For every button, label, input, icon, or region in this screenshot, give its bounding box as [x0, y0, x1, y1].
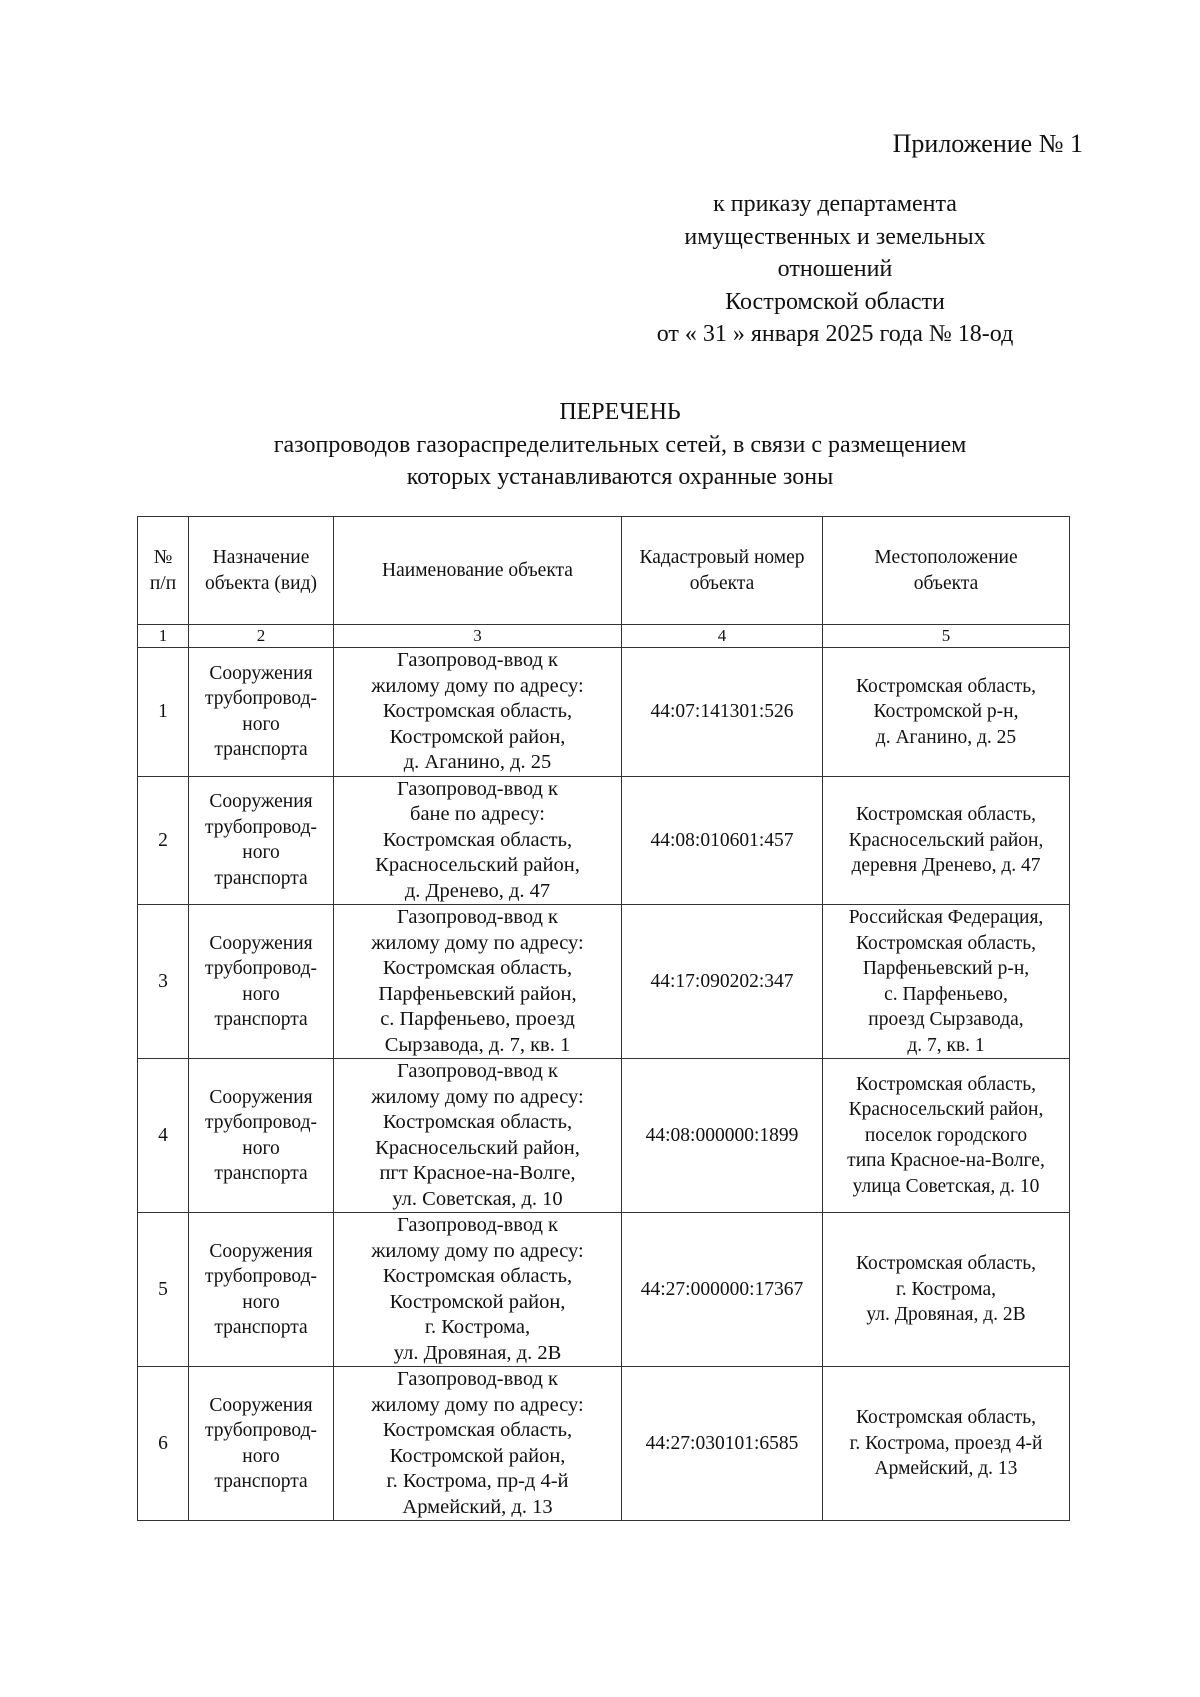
column-number: 4	[622, 625, 823, 648]
object-name-line: Костромская область,	[382, 700, 573, 722]
object-name-line: Газопровод-ввод к	[397, 906, 558, 928]
object-name-line: жилому дому по адресу:	[371, 674, 584, 697]
object-location-line: Костромской р-н,	[873, 701, 1019, 722]
object-name-line: Костромская область,	[382, 1111, 573, 1133]
object-name	[334, 1059, 622, 1213]
object-purpose-line: трубопровод-	[204, 1266, 318, 1287]
table-body	[138, 625, 1070, 1521]
header-cell	[622, 517, 823, 625]
object-location-line: Армейский, д. 13	[874, 1458, 1018, 1480]
table-row	[138, 776, 1070, 905]
order-line: от « 31 » января 2025 года № 18-од	[656, 321, 1014, 347]
object-location-line: Парфеньевский р-н,	[862, 958, 1030, 979]
object-name-line: с. Парфеньево, проезд	[380, 1008, 575, 1030]
object-name-line: д. Дренево, д. 47	[404, 879, 551, 902]
header-cell	[189, 517, 334, 625]
object-name-line: Костромская область,	[382, 957, 573, 979]
object-purpose-line: ного	[242, 713, 280, 735]
header-line: объекта	[913, 572, 979, 594]
object-purpose-line: трубопровод-	[204, 1420, 318, 1441]
object-purpose-line: ного	[242, 1137, 280, 1159]
object-name-line: Костромской район,	[389, 725, 566, 748]
object-purpose	[189, 1367, 334, 1521]
cadastral-number: 44:08:000000:1899	[622, 1059, 823, 1213]
header-line: п/п	[149, 572, 177, 594]
object-location	[823, 1213, 1070, 1367]
header-cell	[138, 517, 189, 625]
object-location-line: проезд Сырзавода,	[868, 1009, 1024, 1030]
row-number: 3	[138, 905, 189, 1059]
object-name-line: жилому дому по адресу:	[371, 1393, 584, 1416]
object-location	[823, 905, 1070, 1059]
row-number: 4	[138, 1059, 189, 1213]
object-purpose-line: трубопровод-	[204, 958, 318, 979]
object-purpose-line: транспорта	[214, 1471, 308, 1492]
object-name	[334, 776, 622, 905]
object-name	[334, 1367, 622, 1521]
object-purpose-line: ного	[242, 1445, 280, 1467]
object-name-line: Газопровод-ввод к	[397, 1060, 558, 1082]
object-name	[334, 648, 622, 777]
pipelines-table	[137, 516, 1070, 1521]
row-number: 2	[138, 776, 189, 905]
object-name-line: Красносельский район,	[375, 1136, 580, 1159]
object-location-line: Костромская область,	[855, 1407, 1036, 1429]
object-purpose-line: Сооружения	[209, 932, 313, 954]
object-purpose-line: Сооружения	[209, 662, 313, 684]
object-name	[334, 1213, 622, 1367]
object-name-line: Костромской район,	[389, 1290, 566, 1313]
header-line: объекта (вид)	[205, 572, 317, 594]
cadastral-number: 44:27:000000:17367	[622, 1213, 823, 1367]
object-purpose-line: транспорта	[214, 739, 308, 761]
object-name-line: жилому дому по адресу:	[371, 1085, 584, 1108]
object-name-line: Сырзавода, д. 7, кв. 1	[384, 1033, 571, 1056]
header-cell	[823, 517, 1070, 625]
order-line: к приказу департамента	[713, 191, 957, 217]
cadastral-number: 44:17:090202:347	[622, 905, 823, 1059]
object-location-line: г. Кострома, проезд 4-й	[849, 1432, 1043, 1454]
appendix-number: Приложение № 1	[892, 129, 1083, 158]
object-location-line: Костромская область,	[855, 675, 1036, 697]
column-number: 1	[138, 625, 189, 648]
object-purpose-line: Сооружения	[209, 1240, 313, 1262]
object-name-line: г. Кострома, пр-д 4-й	[386, 1470, 569, 1492]
order-reference	[600, 188, 1070, 351]
object-location-line: г. Кострома,	[895, 1278, 997, 1300]
object-purpose-line: трубопровод-	[204, 688, 318, 710]
header-line: Наименование объекта	[382, 559, 573, 581]
header-line: Кадастровый номер	[639, 547, 805, 568]
header-cell	[334, 517, 622, 625]
object-purpose-line: трубопровод-	[204, 1112, 318, 1133]
object-location-line: Костромская область,	[855, 932, 1036, 954]
object-location-line: Красносельский район,	[848, 829, 1044, 851]
object-name-line: Газопровод-ввод к	[397, 1214, 558, 1236]
table-header-row	[138, 517, 1070, 625]
table-row	[138, 648, 1070, 777]
column-number: 5	[823, 625, 1070, 648]
object-location	[823, 1367, 1070, 1521]
object-location-line: типа Красное-на-Волге,	[847, 1150, 1045, 1172]
object-name-line: Костромская область,	[382, 828, 573, 851]
table-row	[138, 905, 1070, 1059]
document-title	[100, 396, 1140, 494]
object-purpose-line: транспорта	[214, 1317, 308, 1338]
object-purpose-line: транспорта	[214, 867, 308, 889]
object-purpose-line: трубопровод-	[204, 816, 318, 838]
order-line: Костромской области	[725, 288, 945, 315]
object-location	[823, 776, 1070, 905]
object-location-line: улица Советская, д. 10	[852, 1175, 1040, 1197]
row-number: 6	[138, 1367, 189, 1521]
header-line: объекта	[689, 572, 755, 594]
object-name-line: Газопровод-ввод к	[397, 649, 558, 671]
object-name-line: Красносельский район,	[375, 854, 580, 876]
object-location-line: ул. Дровяная, д. 2В	[866, 1304, 1026, 1326]
object-name-line: Газопровод-ввод к	[397, 777, 558, 800]
header-line: №	[153, 547, 173, 568]
object-name-line: пгт Красное-на-Волге,	[379, 1162, 576, 1184]
object-name-line: Костромская область,	[382, 1419, 573, 1441]
column-number: 3	[334, 625, 622, 648]
column-numbers-row	[138, 625, 1070, 648]
object-name-line: Армейский, д. 13	[402, 1495, 553, 1518]
object-location-line: Костромская область,	[855, 1073, 1036, 1095]
object-location-line: Костромская область,	[855, 1253, 1036, 1275]
object-name-line: д. Аганино, д. 25	[403, 751, 552, 773]
header-line: Назначение	[212, 547, 310, 568]
object-name-line: Костромская область,	[382, 1265, 573, 1287]
object-purpose-line: ного	[242, 983, 280, 1005]
cadastral-number: 44:08:010601:457	[622, 776, 823, 905]
title-line: газопроводов газораспределительных сетей, в связи с размещением	[273, 431, 967, 458]
column-number: 2	[189, 625, 334, 648]
object-name	[334, 905, 622, 1059]
object-name-line: жилому дому по адресу:	[371, 1239, 584, 1262]
object-location-line: с. Парфеньево,	[884, 983, 1008, 1005]
object-location	[823, 1059, 1070, 1213]
table-row	[138, 1213, 1070, 1367]
object-purpose-line: ного	[242, 842, 280, 864]
object-name-line: Газопровод-ввод к	[397, 1368, 558, 1390]
object-purpose-line: Сооружения	[209, 791, 313, 813]
order-line: имущественных и земельных	[684, 223, 986, 250]
object-purpose	[189, 1059, 334, 1213]
header-line: Местоположение	[874, 547, 1018, 568]
order-line: отношений	[777, 256, 893, 282]
object-purpose-line: Сооружения	[209, 1086, 313, 1108]
object-name-line: Костромской район,	[389, 1444, 566, 1467]
object-purpose-line: Сооружения	[209, 1394, 313, 1416]
row-number: 1	[138, 648, 189, 777]
object-location-line: Красносельский район,	[848, 1099, 1044, 1121]
object-purpose-line: транспорта	[214, 1163, 308, 1184]
object-name-line: ул. Дровяная, д. 2В	[393, 1341, 562, 1364]
object-location-line: Костромская область,	[855, 804, 1036, 825]
object-purpose	[189, 1213, 334, 1367]
table-row	[138, 1367, 1070, 1521]
object-name-line: ул. Советская, д. 10	[392, 1187, 563, 1210]
cadastral-number: 44:07:141301:526	[622, 648, 823, 777]
cadastral-number: 44:27:030101:6585	[622, 1367, 823, 1521]
object-name-line: Парфеньевский район,	[378, 982, 577, 1005]
object-location-line: Российская Федерация,	[848, 907, 1044, 928]
object-purpose	[189, 648, 334, 777]
title-line: которых устанавливаются охранные зоны	[406, 464, 834, 490]
row-number: 5	[138, 1213, 189, 1367]
object-location-line: д. Аганино, д. 25	[875, 726, 1017, 748]
object-name-line: жилому дому по адресу:	[371, 931, 584, 954]
object-name-line: бане по адресу:	[410, 803, 545, 825]
object-purpose-line: ного	[242, 1291, 280, 1313]
object-purpose	[189, 776, 334, 905]
object-location-line: д. 7, кв. 1	[907, 1034, 985, 1056]
object-name-line: г. Кострома,	[424, 1316, 531, 1338]
object-location-line: деревня Дренево, д. 47	[851, 855, 1041, 876]
object-purpose	[189, 905, 334, 1059]
object-location-line: поселок городского	[864, 1124, 1028, 1146]
title-line: ПЕРЕЧЕНЬ	[559, 399, 681, 425]
table-row	[138, 1059, 1070, 1213]
object-purpose-line: транспорта	[214, 1009, 308, 1030]
object-location	[823, 648, 1070, 777]
